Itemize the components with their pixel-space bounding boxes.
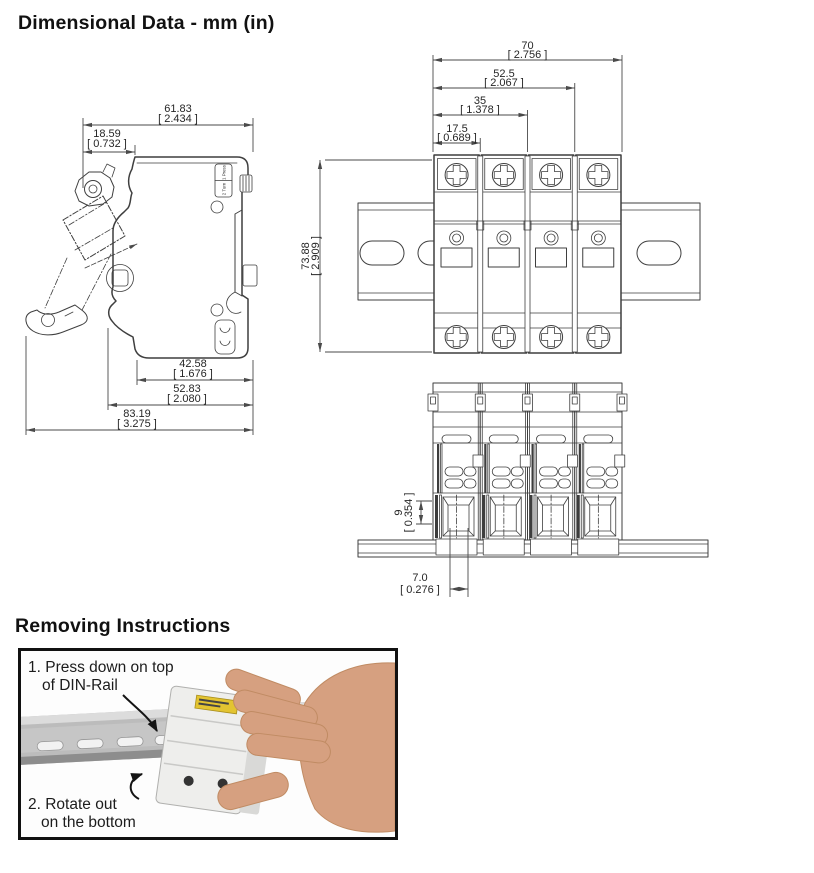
dim-70-mm: 70 — [521, 40, 534, 52]
dim-7-inch: [ 0.276 ] — [400, 584, 440, 596]
pole-1 — [434, 155, 479, 353]
rail-tab — [243, 265, 257, 286]
dim-overall-width — [26, 408, 253, 430]
step2-line2: on the bottom — [41, 814, 136, 831]
dim-52-5-mm: 52.5 — [493, 68, 515, 80]
dim-top-width-inch: [ 2.434 ] — [158, 113, 198, 125]
side-view-drawing — [15, 88, 265, 440]
dim-body-width-inch: [ 2.080 ] — [167, 393, 207, 405]
pole-bottom-1 — [433, 383, 480, 555]
rail-slot — [77, 739, 103, 749]
dim-73-88-mm: 73.88 — [300, 242, 312, 270]
pole-bottom-2 — [480, 383, 527, 555]
front-view-drawing — [300, 40, 720, 375]
poles-bottom — [428, 383, 627, 555]
dim-7-mm: 7.0 — [412, 572, 428, 584]
pole-2 — [481, 155, 526, 353]
dim-body-width-mm: 52.83 — [173, 383, 201, 395]
step2-line1: 2. Rotate out — [28, 796, 117, 813]
carrier-hook — [26, 305, 87, 335]
dim-70-inch: [ 2.756 ] — [507, 49, 548, 61]
rail-slot — [37, 741, 63, 751]
dim-9-inch: [ 0.354 ] — [403, 492, 415, 533]
bottom-view-drawing — [340, 378, 760, 618]
dim-overall-width-mm: 83.19 — [123, 408, 151, 420]
dim-latch-width-inch: [ 0.732 ] — [87, 138, 127, 150]
dim-52-5-inch: [ 2.067 ] — [484, 77, 524, 89]
dim-35-mm: 35 — [473, 95, 487, 107]
dim-17-5-mm: 17.5 — [446, 123, 468, 135]
pole-3 — [529, 155, 574, 353]
section-title-removing: Removing Instructions — [15, 615, 231, 637]
pole-bottom-4 — [575, 383, 622, 555]
pole-4 — [576, 155, 621, 353]
step1-line1: 1. Press down on top — [28, 659, 174, 676]
dim-base-width-inch: [ 1.676 ] — [173, 368, 213, 380]
dim-17-5-inch: [ 0.689 ] — [437, 132, 477, 144]
device-label-line2: 2 Turn — [221, 182, 227, 196]
instruction-photo — [21, 651, 395, 837]
dim-width-17-5 — [433, 123, 480, 152]
pole-bottom-3 — [528, 383, 575, 555]
thumbwheel — [240, 175, 252, 192]
dim-latch-width — [83, 128, 135, 155]
step1-line2: of DIN-Rail — [42, 677, 118, 694]
dim-top-width-mm: 61.83 — [164, 103, 192, 115]
device-label-line1: 1 Press — [221, 165, 227, 180]
device-label-plate — [215, 164, 232, 197]
dim-depth-9 — [393, 493, 432, 533]
dim-base-width-mm: 42.58 — [179, 358, 207, 370]
dim-35-inch: [ 1.378 ] — [460, 104, 500, 116]
step2-arrow — [131, 774, 142, 799]
rail-slot — [117, 736, 143, 746]
side-profile-body — [107, 157, 258, 358]
dim-latch-width-mm: 18.59 — [93, 128, 121, 140]
page-title: Dimensional Data - mm (in) — [18, 12, 275, 34]
dim-9-mm: 9 — [393, 509, 405, 516]
dim-73-88-inch: [ 2.909 ] — [310, 236, 322, 276]
dim-body-width — [108, 383, 253, 405]
dim-overall-width-inch: [ 3.275 ] — [117, 418, 157, 430]
instruction-photo-frame — [18, 648, 398, 840]
fuse-holder-poles — [434, 155, 621, 353]
